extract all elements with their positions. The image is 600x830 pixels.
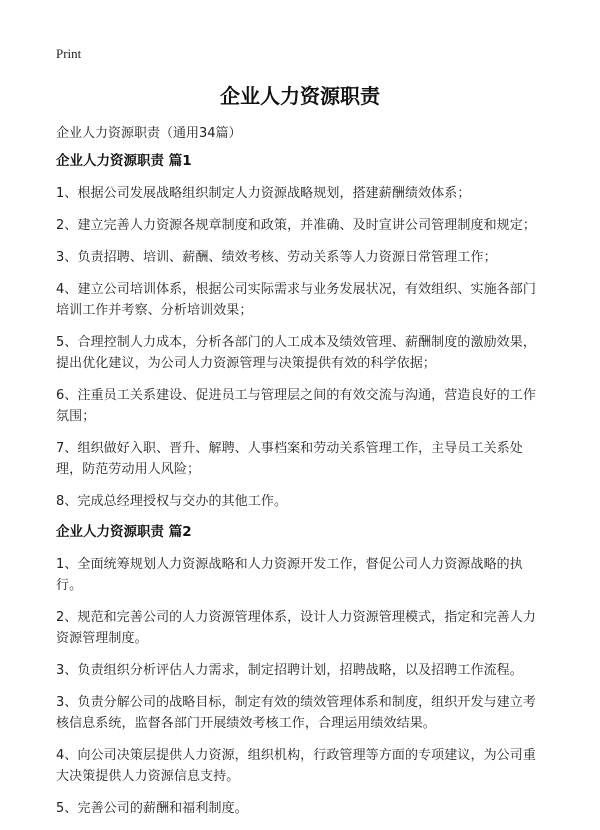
list-item: 2、建立完善人力资源各规章制度和政策，并准确、及时宣讲公司管理制度和规定；	[56, 218, 536, 233]
page-title: 企业人力资源职责	[220, 84, 380, 108]
list-item: 7、组织做好入职、晋升、解聘、人事档案和劳动关系管理工作，主导员工关系处理，防范劳动用人风险；	[56, 441, 523, 477]
list-item: 3、负责组织分析评估人力需求，制定招聘计划，招聘战略，以及招聘工作流程。	[56, 663, 523, 678]
document-body	[56, 152, 548, 830]
list-item: 4、建立公司培训体系，根据公司实际需求与业务发展状况，有效组织、实施各部门培训工作并考察、分析培训效果；	[56, 282, 536, 318]
section-heading: 企业人力资源职责 篇1	[56, 153, 192, 169]
section-2	[56, 523, 548, 819]
list-item: 5、合理控制人力成本，分析各部门的人工成本及绩效管理、薪酬制度的激励效果，提出优化建议，为公司人力资源管理与决策提供有效的科学依据；	[56, 335, 536, 371]
list-item: 4、向公司决策层提供人力资源，组织机构，行政管理等方面的专项建议，为公司重大决策提供人力资源信息支持。	[56, 748, 536, 784]
list-item: 2、规范和完善公司的人力资源管理体系，设计人力资源管理模式，指定和完善人力资源管理制度。	[56, 610, 536, 646]
list-item: 5、完善公司的薪酬和福利制度。	[56, 801, 248, 816]
list-item: 1、根据公司发展战略组织制定人力资源战略规划，搭建薪酬绩效体系；	[56, 186, 471, 201]
document-subtitle: 企业人力资源职责（通用34篇）	[56, 126, 242, 141]
list-item: 3、负责招聘、培训、薪酬、绩效考核、劳动关系等人力资源日常管理工作；	[56, 250, 497, 265]
list-item: 3、负责分解公司的战略目标，制定有效的绩效管理体系和制度，组织开发与建立考核信息系统，监督各部门开展绩效考核工作，合理运用绩效结果。	[56, 695, 536, 731]
list-item: 1、全面统筹规划人力资源战略和人力资源开发工作，督促公司人力资源战略的执行。	[56, 557, 523, 593]
section-1	[56, 152, 548, 512]
print-link[interactable]: Print	[56, 46, 82, 61]
list-item: 6、注重员工关系建设、促进员工与管理层之间的有效交流与沟通，营造良好的工作氛围；	[56, 388, 536, 424]
list-item: 8、完成总经理授权与交办的其他工作。	[56, 494, 288, 509]
section-heading: 企业人力资源职责 篇2	[56, 524, 192, 540]
